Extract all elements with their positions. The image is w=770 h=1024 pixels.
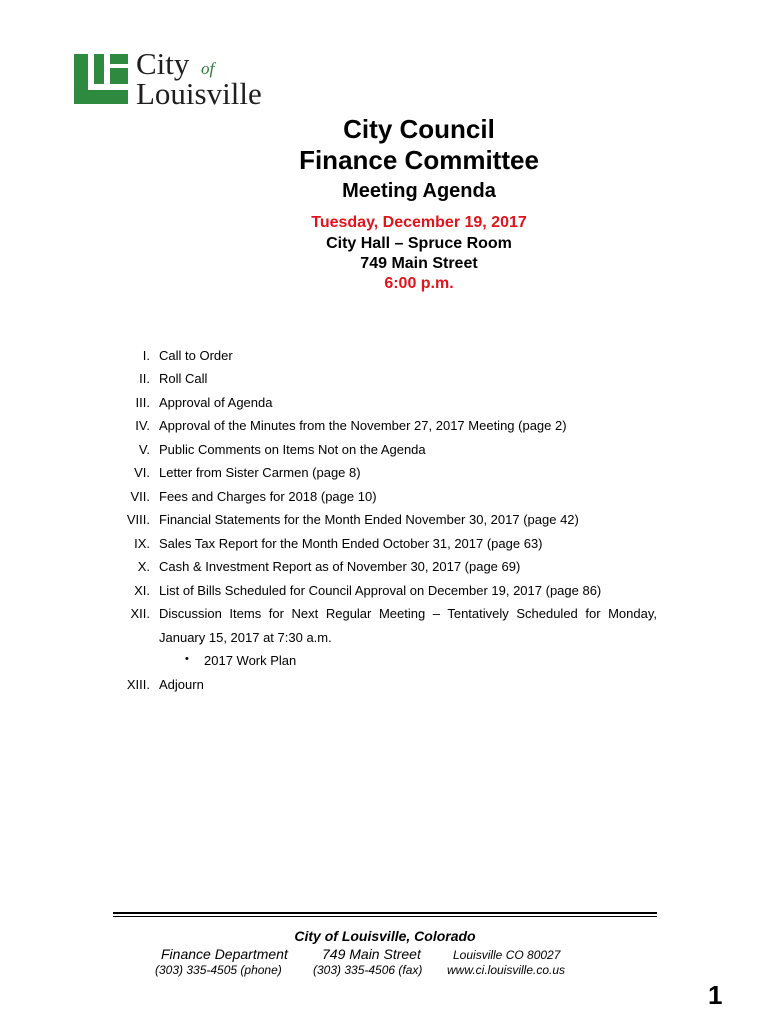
agenda-item-number: XIII. <box>126 677 150 692</box>
agenda-item-number: VII. <box>130 489 150 504</box>
meeting-date: Tuesday, December 19, 2017 <box>311 214 527 231</box>
agenda-item <box>0 489 770 509</box>
footer-fax: (303) 335-4506 (fax) <box>313 963 423 977</box>
footer-website-link[interactable]: www.ci.louisville.co.us <box>447 963 566 977</box>
agenda-item-text: Cash & Investment Report as of November 30, 2017 (page 69) <box>159 559 521 574</box>
agenda-item-text: Financial Statements for the Month Ended November 30, 2017 (page 42) <box>159 512 579 527</box>
meeting-location: City Hall – Spruce Room <box>326 235 512 252</box>
agenda-item <box>0 583 770 603</box>
footer-divider <box>113 912 657 914</box>
footer-city: Louisville CO 80027 <box>453 948 561 962</box>
agenda-item-text: List of Bills Scheduled for Council Approval on December 19, 2017 (page 86) <box>159 583 602 598</box>
agenda-item <box>0 442 770 462</box>
agenda-item-text: Approval of Agenda <box>159 395 273 410</box>
agenda-item-number: X. <box>137 559 150 574</box>
bullet-icon: • <box>185 653 189 665</box>
agenda-item <box>0 512 770 532</box>
agenda-item-text: Discussion Items for Next Regular Meeting – Tentatively Scheduled for Monday, <box>159 606 657 621</box>
agenda-item <box>0 371 770 391</box>
meeting-address: 749 Main Street <box>360 255 478 272</box>
agenda-item-text: Approval of the Minutes from the November 27, 2017 Meeting (page 2) <box>159 418 567 433</box>
agenda-item-number: XI. <box>134 583 150 598</box>
agenda-item-number: XII. <box>130 606 150 621</box>
footer-divider-thin <box>113 916 657 917</box>
agenda-item-number: VI. <box>134 465 150 480</box>
agenda-item <box>0 559 770 579</box>
footer-org: City of Louisville, Colorado <box>294 928 476 944</box>
logo-text-city: City <box>136 46 190 81</box>
page-title-line2: Finance Committee <box>299 145 539 175</box>
footer-address: 749 Main Street <box>322 946 421 962</box>
agenda-item-text: Fees and Charges for 2018 (page 10) <box>159 489 377 504</box>
agenda-item-text: Public Comments on Items Not on the Agenda <box>159 442 426 457</box>
agenda-item <box>0 677 770 697</box>
agenda-item-number: VIII. <box>126 512 150 527</box>
agenda-item-text: Call to Order <box>159 348 233 363</box>
agenda-item-text: Sales Tax Report for the Month Ended October 31, 2017 (page 63) <box>159 536 543 551</box>
agenda-item <box>0 395 770 415</box>
page-subtitle: Meeting Agenda <box>342 180 496 202</box>
agenda-item-number: I. <box>142 348 150 363</box>
agenda-item-number: IX. <box>134 536 150 551</box>
page-title-line1: City Council <box>343 114 495 144</box>
agenda-item <box>0 606 770 626</box>
agenda-item <box>0 348 770 368</box>
city-logo <box>74 46 284 111</box>
agenda-subitem-text: 2017 Work Plan <box>204 653 297 668</box>
agenda-item-number: II. <box>139 371 150 386</box>
agenda-item-number: V. <box>138 442 150 457</box>
agenda-item-number: IV. <box>135 418 150 433</box>
agenda-item-text: Roll Call <box>159 371 208 386</box>
agenda-item <box>0 418 770 438</box>
logo-text-of: of <box>201 59 215 78</box>
agenda-item-text-continued: January 15, 2017 at 7:30 a.m. <box>159 630 332 645</box>
agenda-item-continuation <box>0 630 770 650</box>
page-number: 1 <box>708 980 723 1010</box>
footer-department: Finance Department <box>161 946 288 962</box>
agenda-item <box>0 465 770 485</box>
agenda-item-text: Adjourn <box>159 677 204 692</box>
agenda-item-text: Letter from Sister Carmen (page 8) <box>159 465 361 480</box>
city-logo-mark-icon <box>74 50 130 106</box>
agenda-item <box>0 536 770 556</box>
agenda-subitem <box>0 653 770 673</box>
agenda-item-number: III. <box>135 395 150 410</box>
meeting-time: 6:00 p.m. <box>384 275 454 292</box>
footer-phone: (303) 335-4505 (phone) <box>155 963 282 977</box>
logo-text-louisville: Louisville <box>136 76 262 111</box>
